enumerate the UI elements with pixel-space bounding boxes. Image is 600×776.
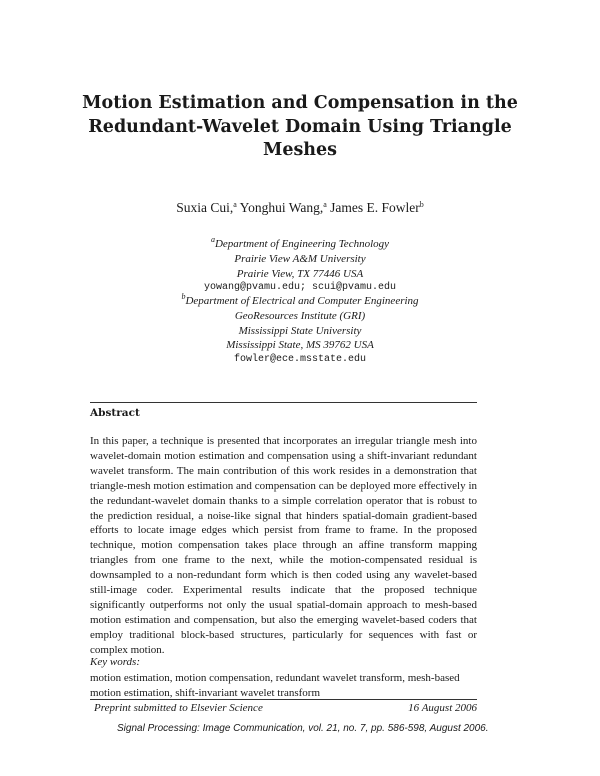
footer-rule [90,699,477,700]
affiliation-block [60,233,540,296]
affiliation-line: GeoResources Institute (GRI) [234,309,366,322]
keywords-body: motion estimation, motion compensation, redundant wavelet transform, mesh-based motion estimation, shift-invariant wavelet transform [90,672,460,699]
affiliation-email: fowler@ece.msstate.edu [233,354,367,366]
preprint-date: 16 August 2006 [408,702,477,714]
abstract-heading: Abstract [90,407,140,419]
paper-title: Motion Estimation and Compensation in the Redundant-Wavelet Domain Using Triangle Meshes [82,93,518,160]
author-name: Yonghui Wang, [239,200,324,215]
author-list [60,200,540,216]
journal-reference: Signal Processing: Image Communication, vol. 21, no. 7, pp. 586-598, August 2006. [117,723,489,734]
affiliation-line: Mississippi State, MS 39762 USA [226,339,374,352]
affiliation-block [60,290,540,368]
author-name: Suxia Cui, [176,200,234,215]
affiliation-mark: a [210,235,215,244]
affiliation-mark: b [181,292,186,301]
author-affiliation-mark: b [419,200,424,209]
author-affiliation-mark: a [233,200,237,209]
keywords-heading: Key words: [90,656,141,668]
author-affiliation-mark: a [323,200,327,209]
affiliation-line: Prairie View, TX 77446 USA [236,267,364,280]
abstract-top-rule [90,402,477,403]
affiliation-line: Prairie View A&M University [234,252,366,265]
affiliation-line: Department of Engineering Technology [214,238,390,250]
preprint-note: Preprint submitted to Elsevier Science [94,702,263,714]
abstract-body: In this paper, a technique is presented that incorporates an irregular triangle mesh into wavelet-domain motion estimation and compensation using a shift-invariant redundant wavelet transform. The main contribution of this work resides in a demonstration that triangle-mesh motion estimation and compensation can be deployed more effectively in the redundant-wavelet domain thanks to a simple correlation operator that is robust to the prediction residual, a noise-like signal that hinders spatial-domain gradient-based efforts to locate image edges which persist from frame to frame. In the proposed technique, motion compensation takes place through an affine transform mapping triangles from one frame to the next, while the motion-compensated residual is downsampled to a non-redundant form which is then coded using any wavelet-based still-image coder. Experimental results indicate that the proposed technique significantly outperforms not only the usual spatial-domain approach to mesh-based motion estimation and compensation, but also the emerging wavelet-based coders that employ traditional block-based structures, particularly for sequences with fast or complex motion. [90,435,477,656]
affiliation-line: Department of Electrical and Computer Engineering [185,295,419,307]
affiliation-line: Mississippi State University [238,324,362,337]
author-name: James E. Fowler [330,200,420,215]
affiliation-email: yowang@pvamu.edu; scui@pvamu.edu [203,282,397,294]
